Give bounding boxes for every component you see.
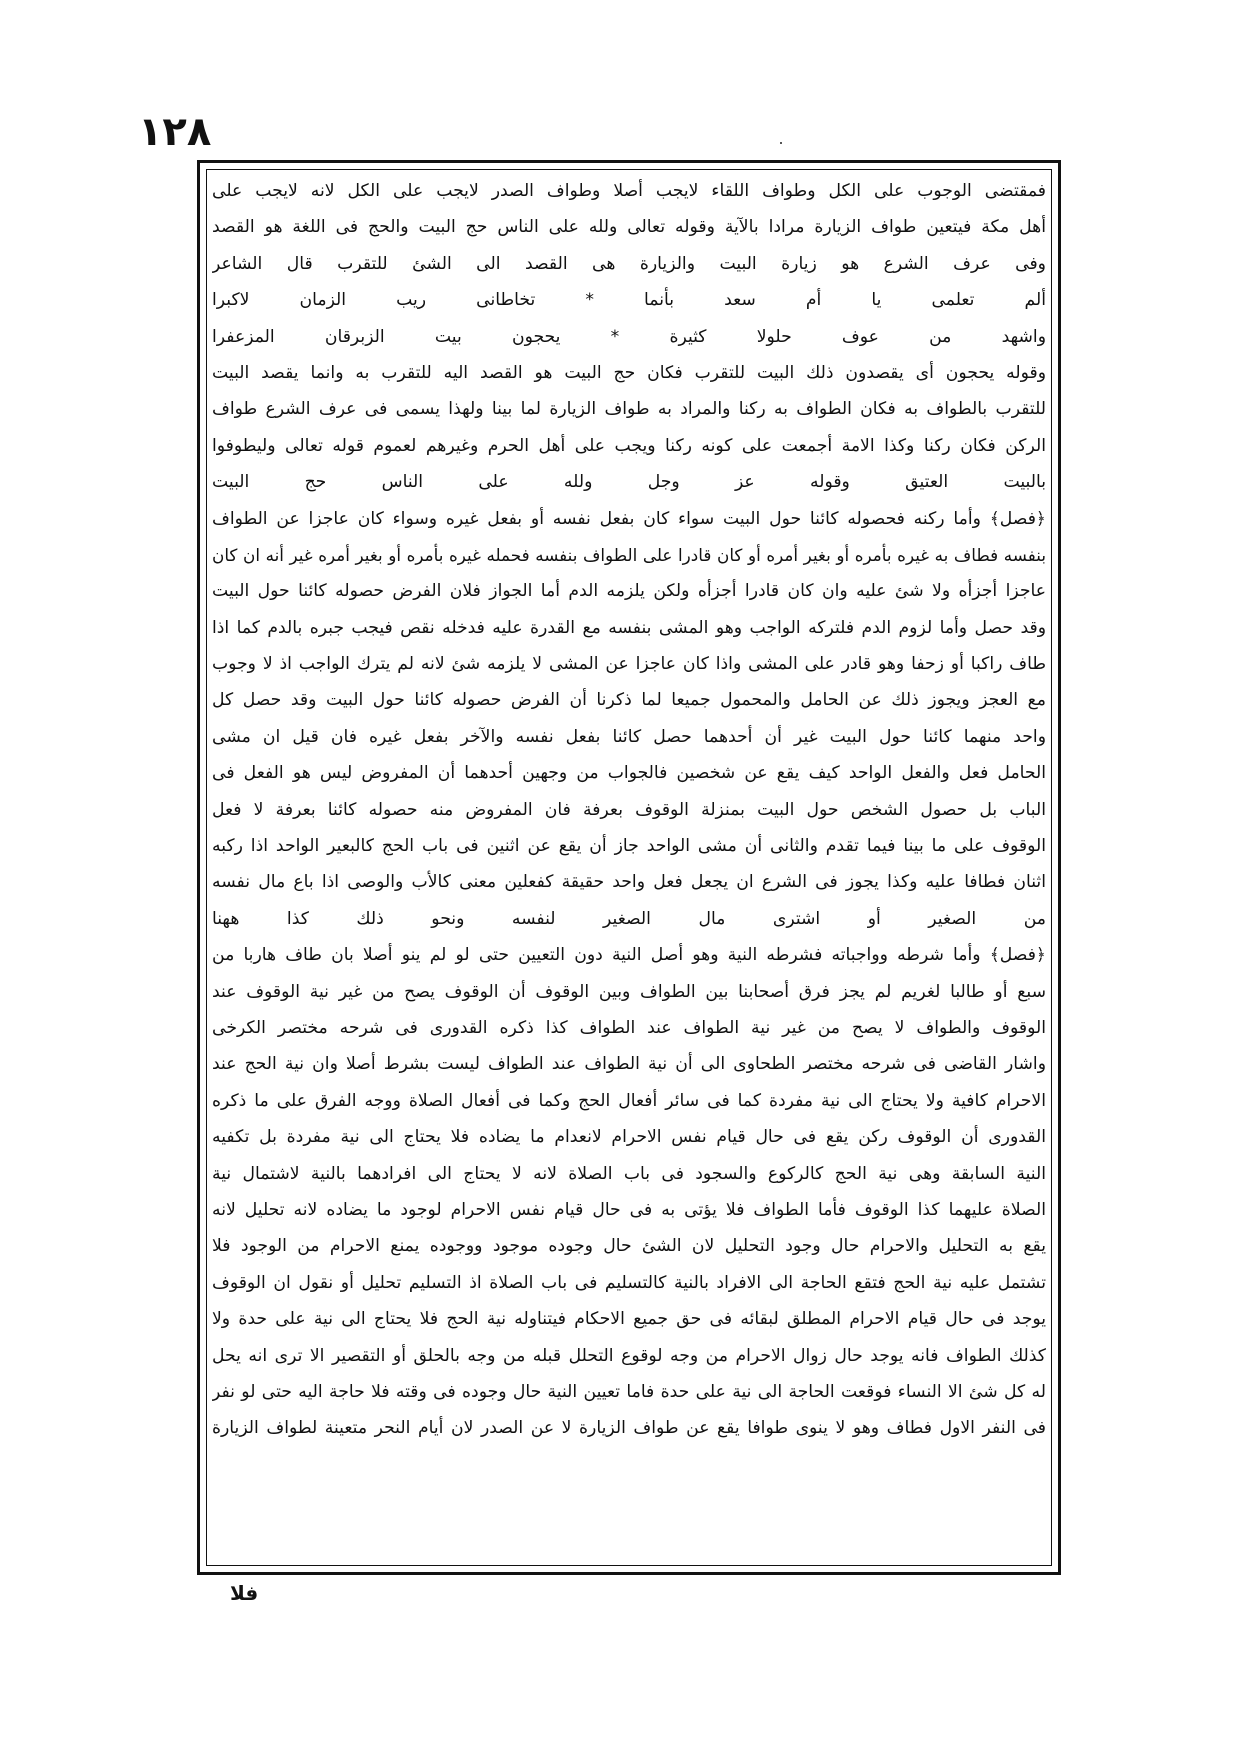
text-line: يقع به التحليل والاحرام حال وجود التحليل لان الشئ حال وجوده موجود ووجوده يمنع الاحرام من الوجود فلا <box>212 1236 1046 1257</box>
text-line: الوقوف والطواف لا يصح من غير نية الطواف عند الطواف كذا ذكره القدورى فى شرحه مختصر الكرخى <box>212 1017 1046 1038</box>
text-line: وقوله يحجون أى يقصدون ذلك البيت للتقرب فكان حج البيت هو القصد اليه للتقرب به وانما يقصد البيت <box>212 362 1046 383</box>
page-number: ١٢٨ <box>138 109 212 155</box>
body-text <box>212 173 1046 1562</box>
text-line: ﴿فصل﴾ وأما ركنه فحصوله كائنا حول البيت سواء كان بفعل نفسه أو بفعل غيره وسواء كان عاجزا عن الطواف <box>212 508 1046 529</box>
text-line: القدورى أن الوقوف ركن يقع فى حال قيام نفس الاحرام لانعدام ما يضاده فلا يحتاج الى نية مفردة بل تكفيه <box>212 1127 1046 1148</box>
text-line: ألم تعلمى يا أم سعد بأنما * تخاطانى ريب الزمان لاكبرا <box>212 290 1046 311</box>
text-line: عاجزا أجزأه ولا شئ عليه وان كان قادرا أجزأه ولكن يلزمه الدم أما الجواز فلان الفرض حصوله كائنا حول البيت <box>212 581 1046 602</box>
text-line: الوقوف على ما بينا فيما تقدم والثانى أن مشى الواحد جاز أن يقع عن اثنين فى باب الحج كالبعير الواحد اذا ركبه <box>212 836 1046 857</box>
text-line: ﴿فصل﴾ وأما شرطه وواجباته فشرطه النية وهو أصل النية دون التعيين حتى لو لم ينو أصلا بان طاف هاربا من <box>212 945 1046 966</box>
text-line: الباب بل حصول الشخص حول البيت بمنزلة الوقوف بعرفة فان المفروض منه حصوله كائنا بعرفة لا فعل <box>212 799 1046 820</box>
text-line: وقد حصل وأما لزوم الدم فلتركه الواجب وهو المشى بنفسه مع القدرة عليه فدخله نقص فيجب جبره بالدم كما اذا <box>212 617 1046 638</box>
text-line: النية السابقة وهى نية الحج كالركوع والسجود فى باب الصلاة لانه لا يحتاج الى افرادهما بالنية لاشتمال نية <box>212 1163 1046 1184</box>
text-line: مع العجز ويجوز ذلك عن الحامل والمحمول جميعا لما ذكرنا أن الفرض حصوله كائنا حول البيت وقد حصل كل <box>212 690 1046 711</box>
text-line: من الصغير أو اشترى مال الصغير لنفسه ونحو ذلك كذا ههنا <box>212 908 1046 929</box>
text-line: اثنان فطافا عليه وكذا يجوز فى الشرع ان يجعل فعل واحد حقيقة كفعلين معنى كالأب والوصى اذا باع مال نفسه <box>212 872 1046 893</box>
text-line: له كل شئ الا النساء فوقعت الحاجة الى نية على حدة فاما تعيين النية حال وجوده فى وقته فلا حاجة اليه حتى لو نفر <box>212 1381 1046 1402</box>
text-line: الحامل فعل والفعل الواحد كيف يقع عن شخصين فالجواب من وجهين أحدهما أن المفروض ليس هو الفعل فى <box>212 763 1046 784</box>
text-line: واشهد من عوف حلولا كثيرة * يحجون بيت الزبرقان المزعفرا <box>212 326 1046 347</box>
text-line: وفى عرف الشرع هو زيارة البيت والزيارة هى القصد الى الشئ للتقرب قال الشاعر <box>212 253 1046 274</box>
text-line: كذلك الطواف فانه يوجد حال زوال الاحرام من وجه لوقوع التحلل قبله من وجه بالحلق أو التقصير الا ترى انه يحل <box>212 1345 1046 1366</box>
page-frame <box>197 160 1061 1575</box>
text-line: الصلاة عليهما كذا الوقوف فأما الطواف فلا يؤتى به فى حال قيام نفس الاحرام لوجود ما يضاده لانه تحليل لانه <box>212 1199 1046 1220</box>
text-line: طاف راكبا أو زحفا وهو قادر على المشى واذا كان عاجزا عن المشى لا يلزمه شئ لانه لم يترك الواجب اذ لا وجوب <box>212 654 1046 675</box>
text-line: فمقتضى الوجوب على الكل وطواف اللقاء لايجب أصلا وطواف الصدر لايجب على الكل لانه لايجب على <box>212 181 1046 201</box>
text-line: تشتمل عليه نية الحج فتقع الحاجة الى الافراد بالنية كالتسليم فى باب الصلاة اذ التسليم تحليل أو نقول ان الوقوف <box>212 1272 1046 1293</box>
catchword: فلا <box>230 1581 259 1605</box>
text-line: للتقرب بالطواف به فكان الطواف به ركنا والمراد به طواف الزيارة لما بينا ولهذا يسمى فى عرف الشرع طواف <box>212 399 1046 420</box>
text-line: أهل مكة فيتعين طواف الزيارة مرادا بالآية وقوله تعالى ولله على الناس حج البيت والحج فى اللغة هو القصد <box>212 217 1046 238</box>
text-line: الركن فكان ركنا وكذا الامة أجمعت على كونه ركنا ويجب على أهل الحرم وغيرهم لعموم قوله تعالى وليطوفوا <box>212 435 1046 456</box>
text-line: فى النفر الاول فطاف وهو لا ينوى طوافا يقع عن طواف الزيارة لا عن الصدر لان أيام النحر متعينة لطواف الزيارة <box>212 1418 1046 1439</box>
text-line: واحد منهما كائنا حول البيت غير أن أحدهما حصل كائنا بفعل نفسه والآخر بفعل غيره فان قيل ان مشى <box>212 726 1046 747</box>
text-line: بنفسه فطاف به غيره بأمره أو بغير أمره أو كان قادرا على الطواف بنفسه فحمله غيره بأمره أو بغير أمره غير أنه ان كان <box>212 544 1046 565</box>
text-line: الاحرام كافية ولا يحتاج الى نية مفردة كما فى سائر أفعال الحج وكما فى أفعال الصلاة ووجه الفرق على ما ذكره <box>212 1090 1046 1111</box>
text-line: بالبيت العتيق وقوله عز وجل ولله على الناس حج البيت <box>212 472 1046 493</box>
text-line: سبع أو طالبا لغريم لم يجز فرق أصحابنا بين الطواف وبين الوقوف أن الوقوف يصح من غير نية الوقوف عند <box>212 981 1046 1002</box>
text-line: واشار القاضى فى شرحه مختصر الطحاوى الى أن نية الطواف عند الطواف ليست بشرط أصلا وان نية الحج عند <box>212 1054 1046 1075</box>
text-line: يوجد فى حال قيام الاحرام المطلق لبقائه فى حق جميع الاحكام فيتناوله نية الحج فلا يحتاج الى نية على حدة ولا <box>212 1309 1046 1330</box>
scan-speck <box>780 142 782 144</box>
